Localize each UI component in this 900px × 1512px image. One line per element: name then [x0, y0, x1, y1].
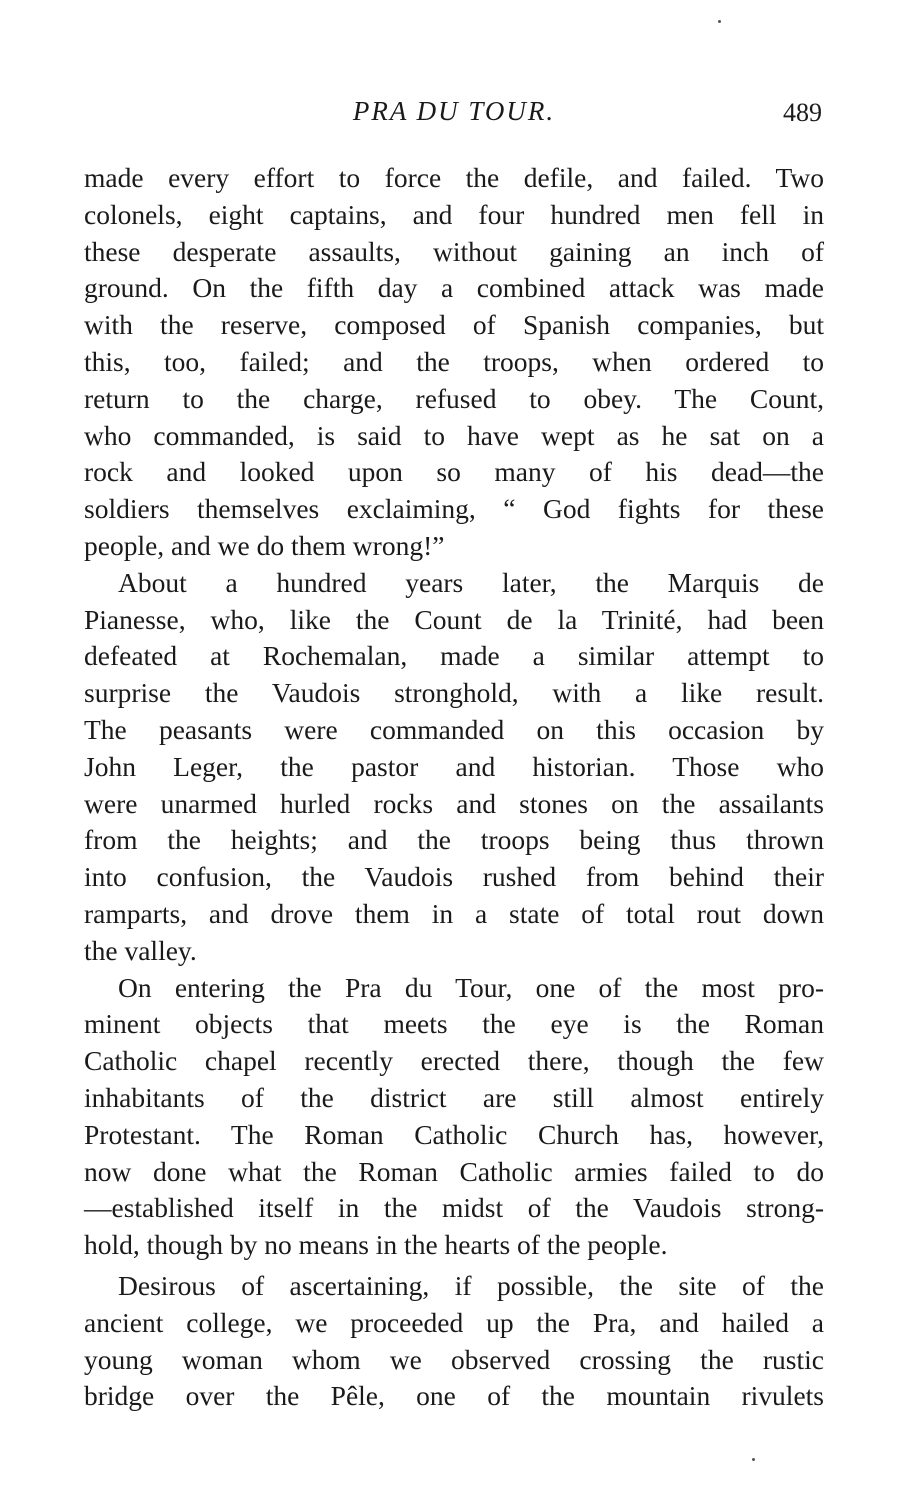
text-line: minent objects that meets the eye is the Roman [84, 1008, 824, 1040]
text-line: young woman whom we observed crossing the rustic [84, 1343, 824, 1375]
text-line: inhabitants of the district are still almost entirely [84, 1081, 824, 1113]
text-line: Protestant. The Roman Catholic Church has, however, [84, 1118, 824, 1150]
text-line: Catholic chapel recently erected there, though the few [84, 1045, 824, 1077]
text-line: defeated at Rochemalan, made a similar attempt to [84, 640, 824, 672]
page-number: 489 [783, 98, 822, 127]
text-line: return to the charge, refused to obey. The Count, [84, 382, 824, 414]
paragraph-1 [84, 160, 824, 565]
text-line: from the heights; and the troops being thus thrown [84, 824, 824, 856]
scan-speck [718, 20, 721, 23]
page-header [84, 96, 824, 136]
text-line: About a hundred years later, the Marquis de [118, 566, 824, 598]
text-line: this, too, failed; and the troops, when ordered to [84, 345, 824, 377]
text-line: —established itself in the midst of the Vaudois strong- [84, 1192, 824, 1224]
text-line: ground. On the fifth day a combined attack was made [84, 272, 824, 304]
text-line: ancient college, we proceeded up the Pra, and hailed a [84, 1306, 824, 1338]
text-line: ramparts, and drove them in a state of total rout down [84, 897, 824, 929]
text-line: rock and looked upon so many of his dead—the [84, 456, 824, 488]
paragraph-2 [84, 565, 824, 970]
text-line: Pianesse, who, like the Count de la Trinité, had been [84, 603, 824, 635]
running-head: PRA DU TOUR. [352, 96, 556, 126]
text-line: into confusion, the Vaudois rushed from behind their [84, 861, 824, 893]
text-line: who commanded, is said to have wept as he sat on a [84, 419, 824, 451]
body-text [84, 160, 824, 1415]
text-line: soldiers themselves exclaiming, “ God fights for these [84, 493, 824, 525]
text-line: Desirous of ascertaining, if possible, the site of the [118, 1269, 824, 1301]
text-line: the valley. [84, 934, 197, 966]
text-line: made every effort to force the defile, and failed. Two [84, 162, 824, 193]
text-line: hold, though by no means in the hearts of the people. [84, 1229, 668, 1261]
scan-speck [752, 1458, 755, 1461]
text-line: were unarmed hurled rocks and stones on the assailants [84, 787, 824, 819]
text-line: these desperate assaults, without gaining an inch of [84, 235, 824, 267]
text-line: The peasants were commanded on this occasion by [84, 713, 824, 745]
text-line: with the reserve, composed of Spanish companies, but [84, 309, 824, 341]
text-line: now done what the Roman Catholic armies failed to do [84, 1155, 824, 1187]
text-line: people, and we do them wrong!” [84, 529, 445, 561]
text-line: colonels, eight captains, and four hundred men fell in [84, 198, 824, 230]
text-line: bridge over the Pêle, one of the mountain rivulets [84, 1380, 824, 1412]
text-line: On entering the Pra du Tour, one of the most pro- [118, 971, 824, 1003]
text-line: surprise the Vaudois stronghold, with a like result. [84, 677, 824, 709]
text-line: John Leger, the pastor and historian. Those who [84, 750, 824, 782]
paragraph-4 [84, 1268, 824, 1415]
book-page [84, 0, 824, 1512]
paragraph-3 [84, 970, 824, 1264]
